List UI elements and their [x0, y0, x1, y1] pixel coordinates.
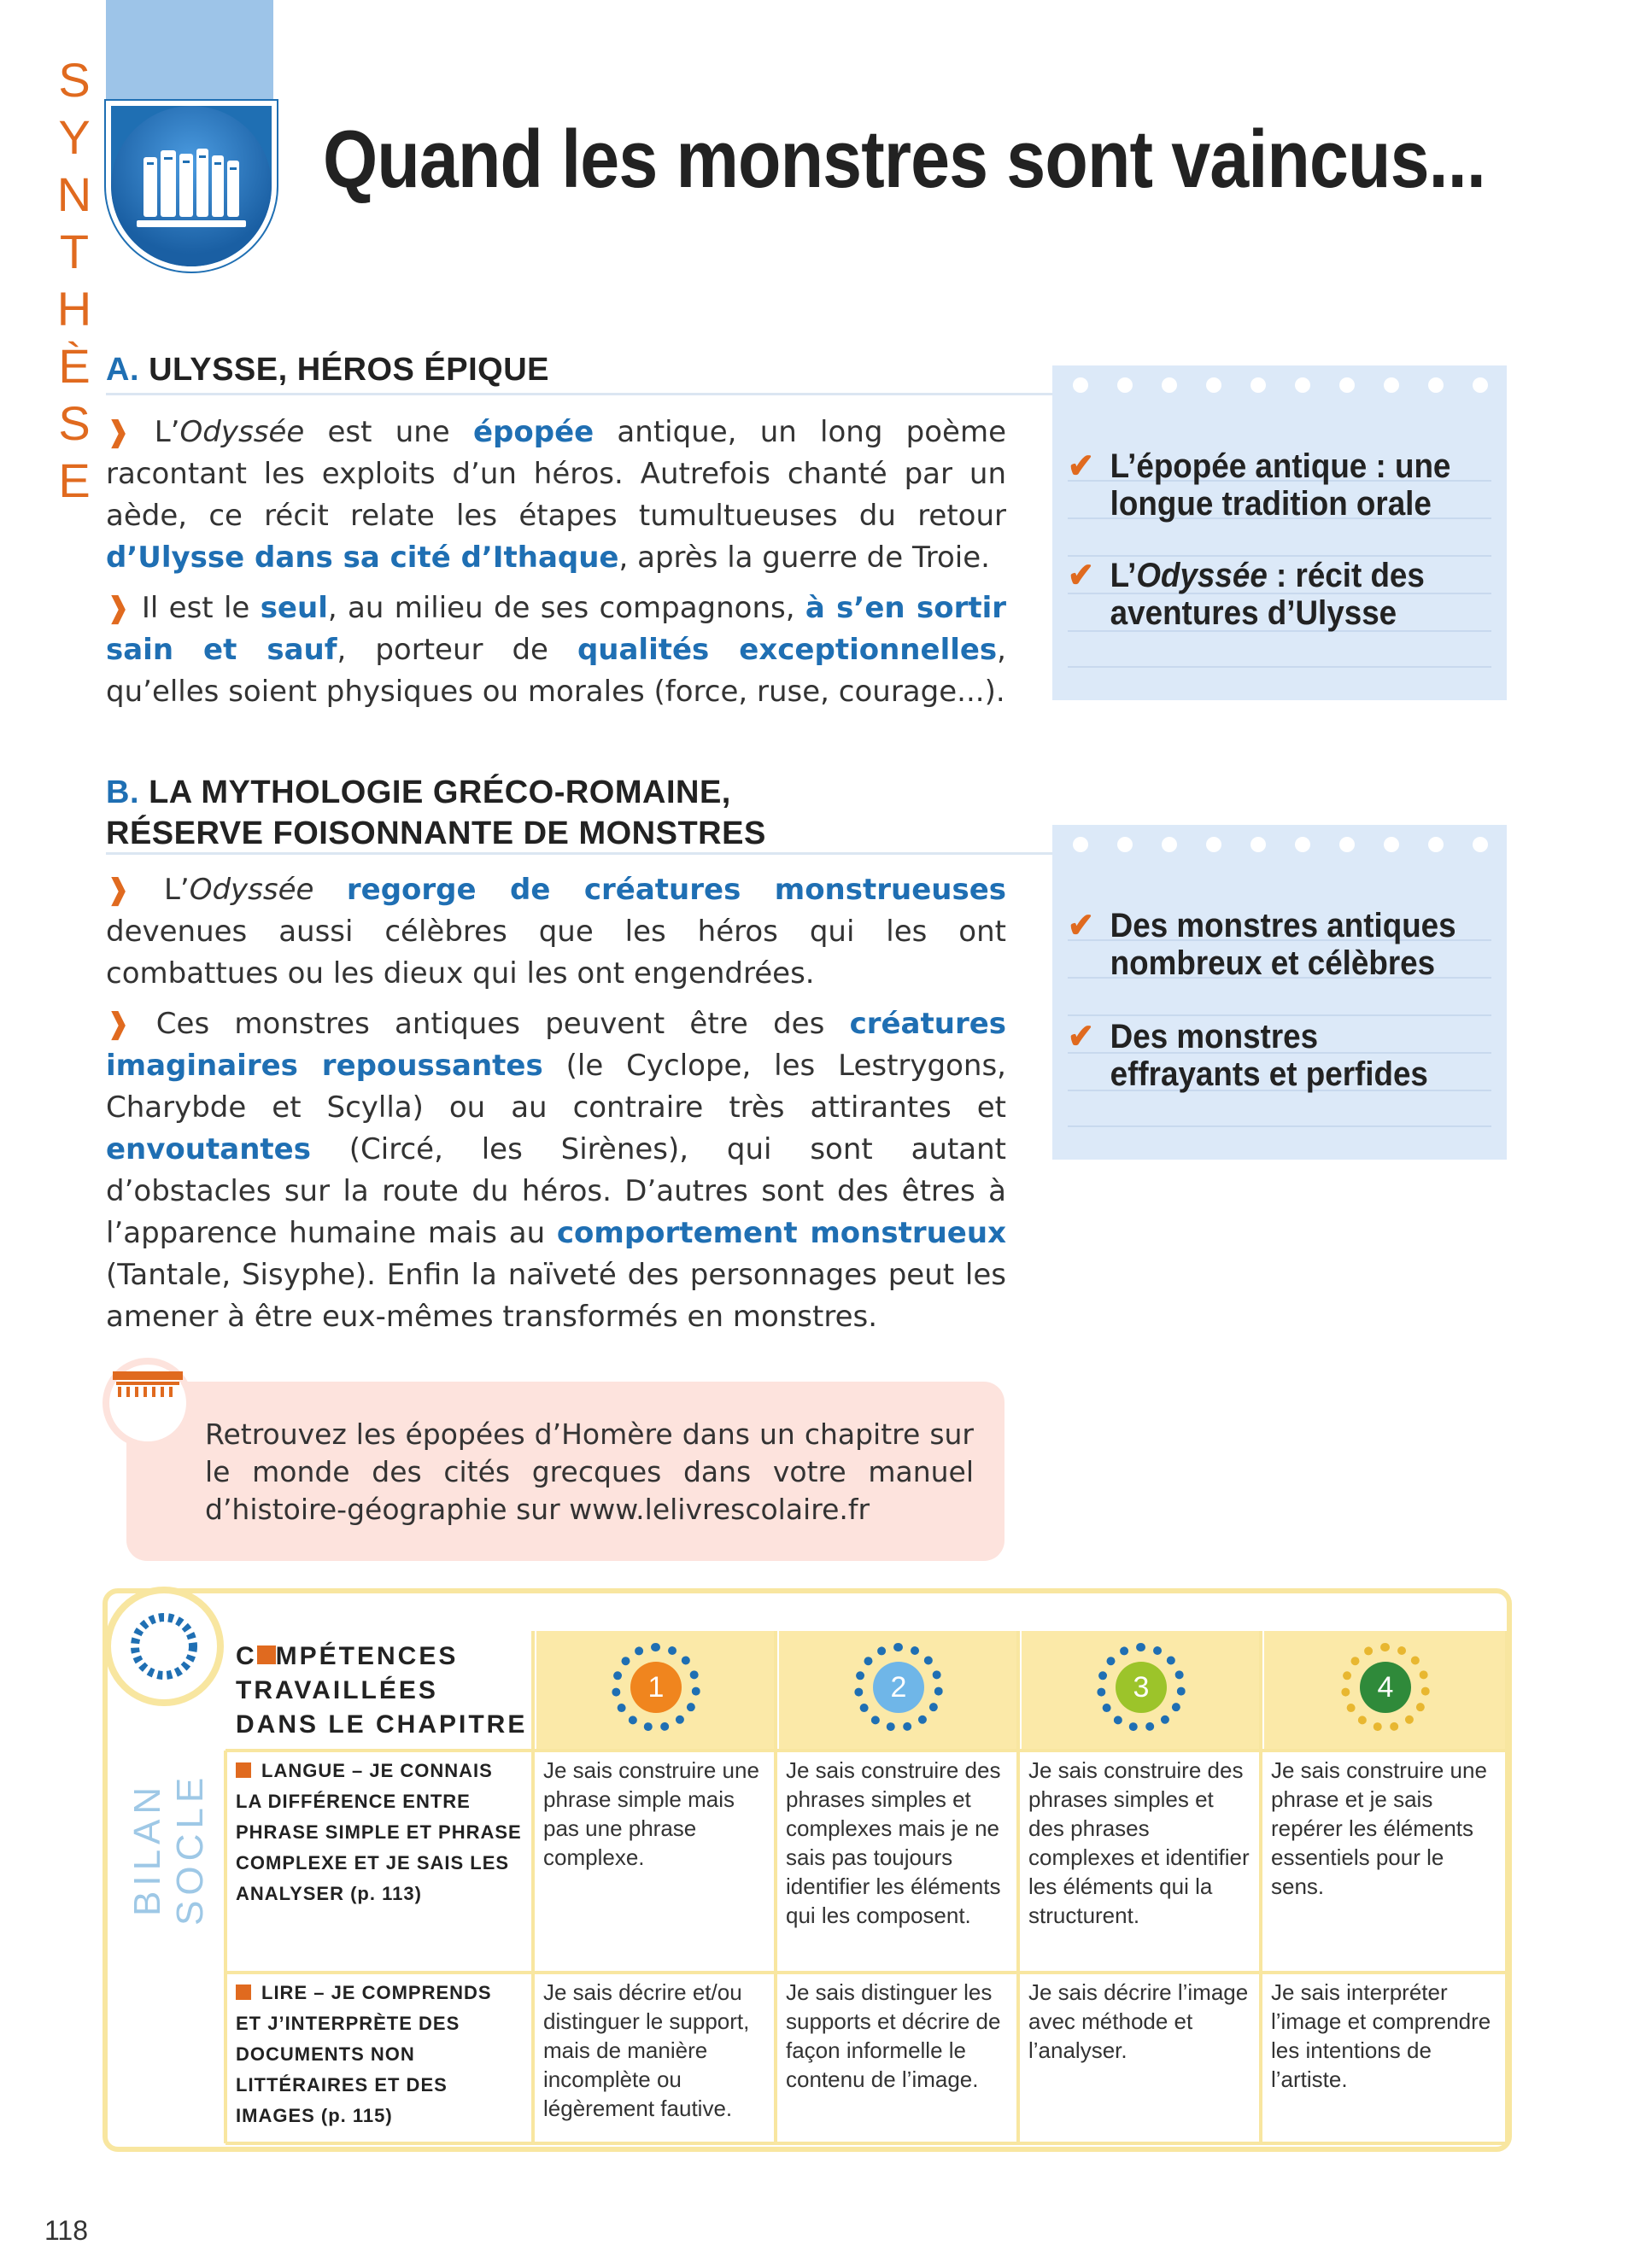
- table-divider: [226, 1749, 1507, 1752]
- competence-label: LANGUE – JE CONNAIS LA DIFFÉRENCE ENTRE PHRASE SIMPLE ET PHRASE COMPLEXE ET JE SAIS LES ANALYSER (p. 113): [236, 1760, 522, 1904]
- section-letter: A.: [106, 352, 139, 388]
- square-bullet: [236, 1984, 251, 2000]
- section-b-heading: B. LA MYTHOLOGIE GRÉCO-ROMAINE, RÉSERVE FOISONNANTE DE MONSTRES: [106, 775, 766, 851]
- competence-cell: Je sais décrire et/ou distinguer le support, mais de manière incomplète ou légèrement fautive.: [543, 1979, 750, 2121]
- text-run: antique, un long poème racontant les exploits d’un héros. Autrefois chanté par un aède, ce récit relate les étapes tumultueuses du retour: [106, 415, 1006, 533]
- square-bullet: [257, 1645, 276, 1664]
- side-letter: Y: [58, 110, 91, 164]
- check-icon: ✔: [1068, 557, 1094, 594]
- highlighted-term: d’Ulysse dans sa cité d’Ithaque: [106, 541, 619, 575]
- highlighted-term: créatures imaginaires repoussantes: [106, 1007, 1007, 1083]
- table-divider: [226, 1971, 1507, 1974]
- text-run: , après la guerre de Troie.: [618, 541, 990, 575]
- side-letter: T: [59, 225, 90, 278]
- level-header: [1018, 1631, 1261, 1751]
- level-header: [1261, 1631, 1507, 1751]
- level-number: 4: [1360, 1662, 1411, 1713]
- text-run: est une: [304, 415, 473, 449]
- paragraph-text: [106, 873, 1006, 991]
- summary-item: ✔ Des monstres effrayants et perfides: [1068, 1018, 1428, 1093]
- page-title: Quand les monstres sont vaincus...: [323, 114, 1485, 205]
- text-run: , au milieu de ses compagnons,: [327, 591, 805, 625]
- section-b-body: [106, 869, 1006, 1347]
- competence-cell: Je sais interpréter l’image et comprendre les intentions de l’artiste.: [1271, 1979, 1491, 2092]
- text-run: L’: [163, 873, 190, 907]
- level-badge: [1097, 1643, 1186, 1732]
- paragraph: ❱ Il est le seul, au milieu de ses compagnons, à s’en sortir sain et sauf, porteur de qualités exceptionnelles, qu’elles soient physiques ou morales (force, ruse, courage...).: [106, 591, 1007, 709]
- level-badge: [612, 1643, 700, 1732]
- competence-cell: Je sais décrire l’image avec méthode et l’analyser.: [1028, 1979, 1249, 2063]
- side-letter: N: [56, 167, 92, 221]
- competence-label: LIRE – JE COMPRENDS ET J’INTERPRÈTE DES DOCUMENTS NON LITTÉRAIRES ET DES IMAGES (p. 115): [236, 1982, 492, 2126]
- text-run: (Circé, les Sirènes), qui sont autant d’obstacles sur la route du héros. D’autres sont des êtres à l’apparence humaine mais au: [106, 1132, 1006, 1250]
- text-run: (le Cyclope, les Lestrygons, Charybde et Scylla) ou au contraire très attirantes et: [106, 1049, 1006, 1125]
- section-a-body: [106, 412, 1006, 722]
- table-divider: [1505, 1631, 1508, 2143]
- level-badge: [854, 1643, 943, 1732]
- highlighted-term: à s’en sortir sain et sauf: [106, 591, 1007, 667]
- laurel-badge: [104, 1587, 224, 1706]
- page-number: 118: [44, 2215, 89, 2246]
- summary-item: ✔ L’Odyssée : récit des aventures d’Ulysse: [1068, 557, 1425, 632]
- section-title: ULYSSE, HÉROS ÉPIQUE: [149, 352, 550, 388]
- side-letter: S: [58, 396, 91, 450]
- level-number: 3: [1116, 1662, 1167, 1713]
- check-icon: ✔: [1068, 907, 1094, 944]
- temple-icon: [102, 1358, 193, 1448]
- bilan-socle-label: BILAN SOCLE: [126, 1772, 211, 1926]
- table-divider: [1259, 1631, 1262, 2143]
- competences-heading: C MPÉTENCES TRAVAILLÉES DANS LE CHAPITRE: [236, 1642, 528, 1739]
- highlighted-term: comportement monstrueux: [556, 1216, 1007, 1250]
- level-header: [776, 1631, 1018, 1751]
- paragraph: ❱ L’Odyssée est une épopée antique, un long poème racontant les exploits d’un héros. Autrefois chanté par un aède, ce récit relate les étapes tumultueuses du retour d’Ulysse dans sa cité d’Ithaque, après la guerre de Troie.: [106, 415, 1006, 575]
- books-badge: [106, 101, 277, 272]
- side-letter: È: [58, 339, 91, 393]
- text-run: (Tantale, Sisyphe). Enfin la naïveté des personnages peut les amener à être eux-mêmes transformés en monstres.: [106, 1258, 1006, 1334]
- text-run: Odyssée: [179, 415, 305, 449]
- text-run: Ces monstres antiques peuvent être des: [155, 1007, 850, 1041]
- books-icon: [111, 106, 272, 266]
- competence-cell: Je sais construire une phrase simple mais pas une phrase complexe.: [543, 1757, 759, 1870]
- synthese-side-label: [44, 51, 104, 509]
- section-a-heading: [106, 352, 549, 389]
- paragraph-text: [106, 1007, 1006, 1334]
- highlighted-term: qualités exceptionnelles: [577, 633, 998, 667]
- text-run: Il est le: [141, 591, 261, 625]
- notebook-dots: [1073, 377, 1488, 393]
- level-number: 2: [873, 1662, 924, 1713]
- highlighted-term: regorge de créatures monstrueuses: [346, 873, 1007, 907]
- table-divider: [531, 1631, 535, 2143]
- table-divider: [1016, 1631, 1020, 2143]
- table-divider: [224, 1751, 227, 2143]
- side-letter: E: [58, 453, 91, 507]
- highlighted-term: envoutantes: [106, 1132, 311, 1166]
- text-run: , porteur de: [337, 633, 577, 667]
- level-number: 1: [630, 1662, 682, 1713]
- side-letter: H: [56, 282, 92, 336]
- summary-item: ✔ L’épopée antique : une longue tradition orale: [1068, 447, 1451, 523]
- text-run: [313, 873, 346, 907]
- laurel-icon: [111, 1593, 217, 1699]
- summary-note-b: [1052, 825, 1507, 1160]
- callout-text: Retrouvez les épopées d’Homère dans un chapitre sur le monde des cités grecques dans votre manuel d’histoire-géographie sur www.lelivrescolaire.fr: [205, 1418, 974, 1526]
- level-badge: [1341, 1643, 1430, 1732]
- text-run: Odyssée: [189, 873, 314, 907]
- text-run: , qu’elles soient physiques ou morales (force, ruse, courage...).: [106, 633, 1006, 709]
- paragraph: ❱ Ces monstres antiques peuvent être des créatures imaginaires repoussantes (le Cyclope, les Lestrygons, Charybde et Scylla) ou au contraire très attirantes et envoutantes (Circé, les Sirènes), qui sont autant d’obstacles sur la route du héros. D’autres sont des êtres à l’apparence humaine mais au comportement monstrueux (Tantale, Sisyphe). Enfin la naïveté des personnages peut les amener à être eux-mêmes transformés en monstres.: [106, 1007, 1007, 1334]
- paragraph: ❱ L’Odyssée regorge de créatures monstrueuses devenues aussi célèbres que les héros qui les ont combattues ou les dieux qui les ont engendrées.: [106, 873, 1007, 991]
- highlighted-term: épopée: [472, 415, 594, 449]
- table-divider: [774, 1631, 777, 2143]
- competence-cell: Je sais construire une phrase et je sais repérer les éléments essentiels pour le sens.: [1271, 1757, 1487, 1899]
- paragraph-text: [106, 415, 1006, 575]
- competence-cell: Je sais distinguer les supports et décrire de façon informelle le contenu de l’image.: [786, 1979, 1001, 2092]
- section-letter: B.: [106, 775, 139, 810]
- square-bullet: [236, 1762, 251, 1778]
- table-divider: [226, 2142, 1507, 2145]
- summary-note-a: [1052, 365, 1507, 700]
- paragraph-text: [106, 591, 1006, 709]
- divider: [106, 393, 1052, 395]
- level-header: [533, 1631, 776, 1751]
- text-run: devenues aussi célèbres que les héros qui les ont combattues ou les dieux qui les ont engendrées.: [106, 915, 1006, 991]
- competence-cell: Je sais construire des phrases simples et des phrases complexes et identifier les éléments qui la structurent.: [1028, 1757, 1250, 1928]
- text-run: L’: [154, 415, 180, 449]
- summary-item: ✔ Des monstres antiques nombreux et célèbres: [1068, 907, 1456, 982]
- competence-cell: Je sais construire des phrases simples et complexes mais je ne sais pas toujours identifier les éléments qui les composent.: [786, 1757, 1001, 1928]
- side-letter: S: [58, 53, 91, 107]
- check-icon: ✔: [1068, 1018, 1094, 1055]
- divider: [106, 852, 1052, 855]
- check-icon: ✔: [1068, 447, 1094, 485]
- notebook-dots: [1073, 837, 1488, 852]
- highlighted-term: seul: [260, 591, 328, 625]
